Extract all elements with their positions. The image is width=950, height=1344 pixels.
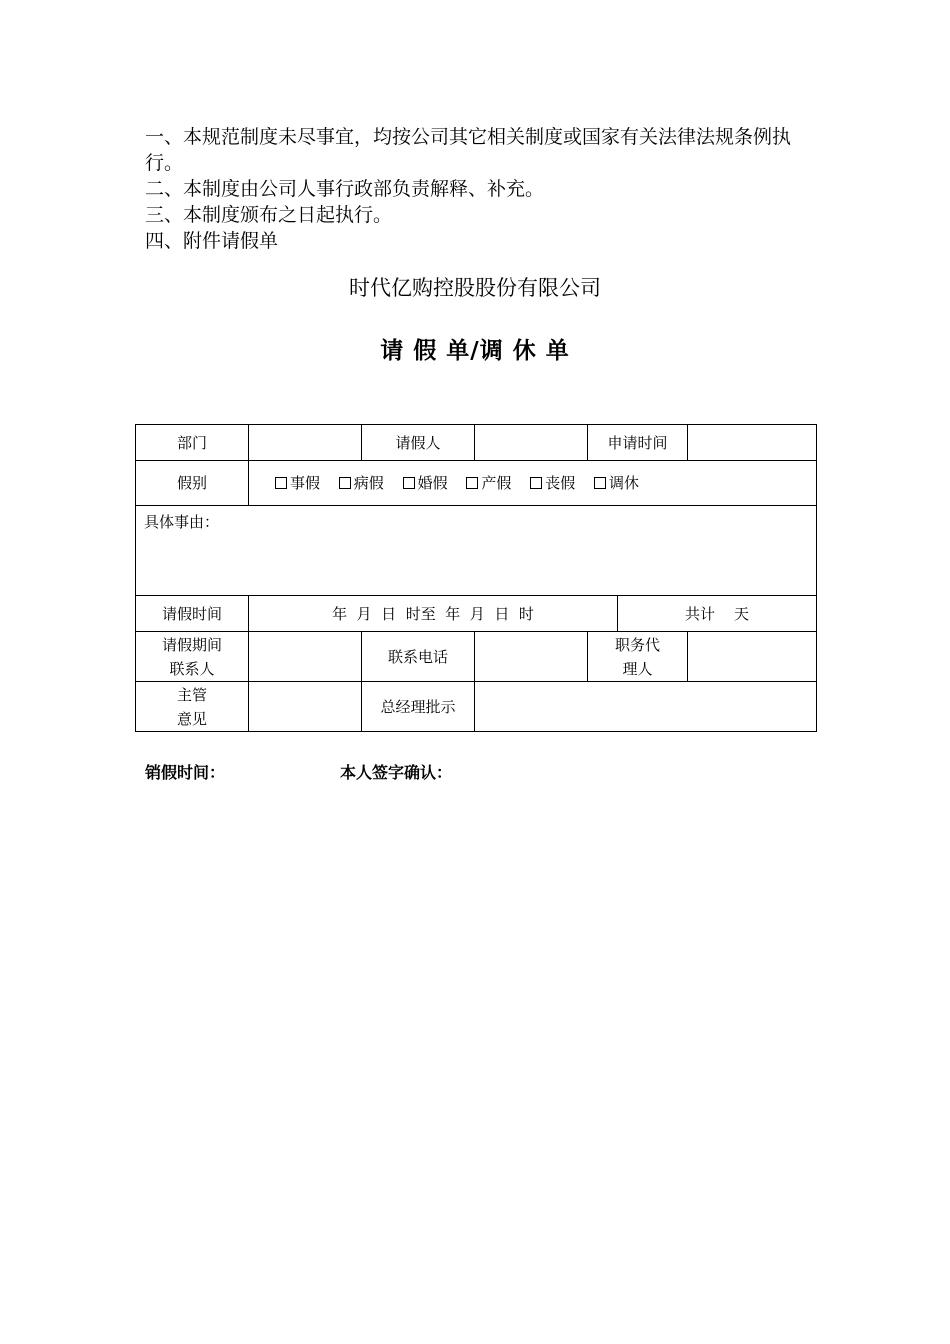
checkbox-icon[interactable] [339,477,351,489]
rule-3: 三、本制度颁布之日起执行。 [145,204,393,226]
leave-type-option[interactable]: 病假 [339,471,384,495]
checkbox-icon[interactable] [275,477,287,489]
leave-time-field[interactable]: 年 月 日 时至 年 月 日 时 [249,596,618,632]
leave-form-table [135,424,817,732]
phone-label: 联系电话 [362,632,475,682]
checkbox-icon[interactable] [530,477,542,489]
rules-section [145,124,825,254]
leave-type-option[interactable]: 产假 [466,471,511,495]
signature-label: 本人签字确认： [340,763,453,782]
deputy-label: 职务代 理人 [588,632,688,682]
total-days-field[interactable]: 共计 天 [618,596,817,632]
footer [145,760,452,783]
applicant-label: 请假人 [362,425,475,461]
leave-type-option[interactable]: 婚假 [403,471,448,495]
leave-type-option[interactable]: 丧假 [530,471,575,495]
rule-4: 四、附件请假单 [145,230,279,252]
company-name: 时代亿购控股股份有限公司 [349,276,601,300]
cancel-time-label: 销假时间： [145,763,226,782]
reason-label: 具体事由： [144,513,220,531]
gm-label: 总经理批示 [362,682,475,732]
apply-time-field[interactable] [688,425,817,461]
deputy-field[interactable] [688,632,817,682]
leave-type-option[interactable]: 调休 [594,471,639,495]
reason-field[interactable] [136,506,817,596]
dept-label: 部门 [136,425,249,461]
supervisor-label: 主管 意见 [136,682,249,732]
contact-field[interactable] [249,632,362,682]
leave-type-label: 假别 [136,461,249,506]
leave-type-options [249,461,817,506]
form-title: 请 假 单/调 休 单 [380,338,570,364]
dept-field[interactable] [249,425,362,461]
checkbox-icon[interactable] [403,477,415,489]
applicant-field[interactable] [475,425,588,461]
rule-1: 一、本规范制度未尽事宜，均按公司其它相关制度或国家有关法律法规条例执行。 [145,126,792,174]
gm-field[interactable] [475,682,817,732]
leave-time-label: 请假时间 [136,596,249,632]
rule-2: 二、本制度由公司人事行政部负责解释、补充。 [145,178,545,200]
supervisor-field[interactable] [249,682,362,732]
checkbox-icon[interactable] [466,477,478,489]
contact-label: 请假期间 联系人 [136,632,249,682]
apply-time-label: 申请时间 [588,425,688,461]
phone-field[interactable] [475,632,588,682]
leave-type-option[interactable]: 事假 [275,471,320,495]
checkbox-icon[interactable] [594,477,606,489]
